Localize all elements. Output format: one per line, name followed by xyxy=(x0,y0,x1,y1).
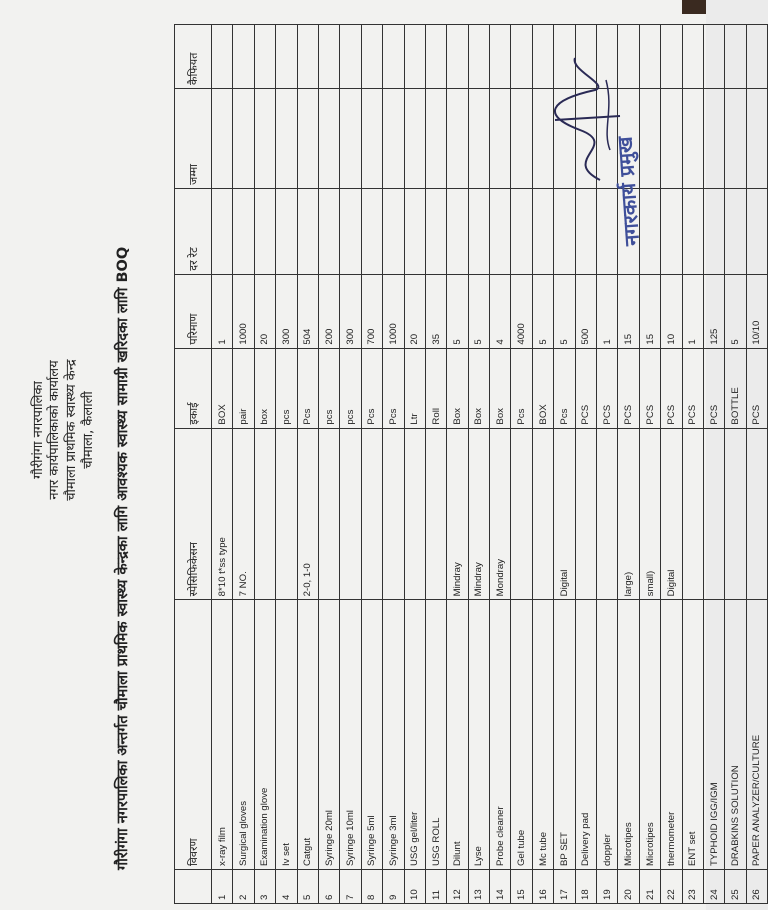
item-unit: Box xyxy=(468,348,489,428)
col-header-description: विवरण xyxy=(175,600,212,870)
item-quantity: 4000 xyxy=(511,274,532,348)
item-unit: BOTTLE xyxy=(725,348,746,428)
office-name: नगर कार्यपालिकाको कार्यालय xyxy=(47,360,62,500)
item-description: ENT set xyxy=(682,600,703,870)
item-unit: pcs xyxy=(340,348,361,428)
row-number: 1 xyxy=(212,870,233,904)
item-rate xyxy=(490,188,511,274)
item-total xyxy=(425,89,446,189)
item-specification: small) xyxy=(639,428,660,600)
item-quantity: 1000 xyxy=(233,274,254,348)
item-remarks xyxy=(447,25,468,89)
row-number: 18 xyxy=(575,870,596,904)
item-quantity: 5 xyxy=(554,274,575,348)
item-rate xyxy=(297,188,318,274)
row-number: 26 xyxy=(746,870,767,904)
row-number: 16 xyxy=(532,870,553,904)
table-row xyxy=(490,25,511,904)
row-number: 20 xyxy=(618,870,639,904)
item-unit: PCS xyxy=(682,348,703,428)
item-total xyxy=(490,89,511,189)
row-number: 9 xyxy=(383,870,404,904)
item-unit: PCS xyxy=(703,348,724,428)
item-specification xyxy=(254,428,275,600)
row-number: 25 xyxy=(725,870,746,904)
item-specification: large) xyxy=(618,428,639,600)
item-specification: Mindray xyxy=(468,428,489,600)
item-remarks xyxy=(639,25,660,89)
table-row xyxy=(468,25,489,904)
item-remarks xyxy=(425,25,446,89)
table-row xyxy=(703,25,724,904)
item-unit: Pcs xyxy=(361,348,382,428)
item-specification: Mondray xyxy=(490,428,511,600)
item-quantity: 10 xyxy=(661,274,682,348)
item-total xyxy=(383,89,404,189)
table-row xyxy=(340,25,361,904)
item-quantity: 1 xyxy=(597,274,618,348)
item-quantity: 300 xyxy=(276,274,297,348)
item-total xyxy=(725,89,746,189)
item-unit: Pcs xyxy=(511,348,532,428)
table-row xyxy=(254,25,275,904)
item-quantity: 504 xyxy=(297,274,318,348)
item-unit: Pcs xyxy=(554,348,575,428)
item-specification xyxy=(532,428,553,600)
item-remarks xyxy=(682,25,703,89)
item-remarks xyxy=(661,25,682,89)
item-rate xyxy=(746,188,767,274)
item-unit: Pcs xyxy=(383,348,404,428)
item-unit: PCS xyxy=(661,348,682,428)
item-specification xyxy=(511,428,532,600)
item-total xyxy=(318,89,339,189)
col-header-total: जम्मा xyxy=(175,89,212,189)
item-unit: Box xyxy=(490,348,511,428)
item-remarks xyxy=(212,25,233,89)
row-number: 4 xyxy=(276,870,297,904)
item-description: Iv set xyxy=(276,600,297,870)
location-name: चौमाला, कैलाली xyxy=(81,391,96,469)
item-quantity: 5 xyxy=(532,274,553,348)
item-description: Probe cleaner xyxy=(490,600,511,870)
item-total xyxy=(682,89,703,189)
item-description: USG ROLL xyxy=(425,600,446,870)
row-number: 23 xyxy=(682,870,703,904)
table-row xyxy=(383,25,404,904)
item-rate xyxy=(361,188,382,274)
item-description: BP SET xyxy=(554,600,575,870)
item-description: Microtipes xyxy=(618,600,639,870)
item-description: DRABKINS SOLUTION xyxy=(725,600,746,870)
item-total xyxy=(233,89,254,189)
item-specification: Digital xyxy=(661,428,682,600)
item-total xyxy=(361,89,382,189)
item-remarks xyxy=(383,25,404,89)
item-specification xyxy=(361,428,382,600)
item-remarks xyxy=(318,25,339,89)
item-total xyxy=(511,89,532,189)
rotated-sheet xyxy=(0,10,763,910)
item-quantity: 5 xyxy=(447,274,468,348)
item-rate xyxy=(383,188,404,274)
row-number: 17 xyxy=(554,870,575,904)
item-total xyxy=(276,89,297,189)
item-unit: BOX xyxy=(212,348,233,428)
item-remarks xyxy=(490,25,511,89)
item-rate xyxy=(425,188,446,274)
row-number: 7 xyxy=(340,870,361,904)
item-remarks xyxy=(703,25,724,89)
item-specification xyxy=(682,428,703,600)
item-total xyxy=(340,89,361,189)
row-number: 22 xyxy=(661,870,682,904)
table-row xyxy=(425,25,446,904)
item-rate xyxy=(340,188,361,274)
item-remarks xyxy=(404,25,425,89)
row-number: 15 xyxy=(511,870,532,904)
table-row xyxy=(404,25,425,904)
item-specification xyxy=(276,428,297,600)
row-number: 11 xyxy=(425,870,446,904)
item-description: Gel tube xyxy=(511,600,532,870)
item-description: x-ray film xyxy=(212,600,233,870)
item-rate xyxy=(661,188,682,274)
item-unit: Box xyxy=(447,348,468,428)
item-description: Catgut xyxy=(297,600,318,870)
table-header-row xyxy=(175,25,212,904)
row-number: 24 xyxy=(703,870,724,904)
table-row xyxy=(276,25,297,904)
col-header-unit: इकाई xyxy=(175,348,212,428)
item-rate xyxy=(703,188,724,274)
row-number: 19 xyxy=(597,870,618,904)
row-number: 21 xyxy=(639,870,660,904)
item-quantity: 4 xyxy=(490,274,511,348)
item-remarks xyxy=(276,25,297,89)
item-description: Delivery pad xyxy=(575,600,596,870)
item-total xyxy=(297,89,318,189)
item-unit: Ltr xyxy=(404,348,425,428)
item-remarks xyxy=(725,25,746,89)
item-unit: PCS xyxy=(746,348,767,428)
item-description: Microtipes xyxy=(639,600,660,870)
row-number: 3 xyxy=(254,870,275,904)
boq-table xyxy=(174,24,768,904)
item-total xyxy=(212,89,233,189)
item-quantity: 20 xyxy=(254,274,275,348)
item-specification xyxy=(746,428,767,600)
item-rate xyxy=(276,188,297,274)
row-number: 10 xyxy=(404,870,425,904)
item-total xyxy=(661,89,682,189)
municipality-name: गौरीगंगा नगरपालिका xyxy=(31,381,46,479)
table-row xyxy=(511,25,532,904)
item-rate xyxy=(212,188,233,274)
item-unit: pcs xyxy=(276,348,297,428)
item-rate xyxy=(468,188,489,274)
item-quantity: 1 xyxy=(682,274,703,348)
item-description: PAPER ANALYZER/CULTURE xyxy=(746,600,767,870)
item-total xyxy=(468,89,489,189)
table-row xyxy=(318,25,339,904)
table-row xyxy=(639,25,660,904)
official-stamp: नगरकार्य प्रमुख xyxy=(612,135,644,247)
item-description: Syringe 10ml xyxy=(340,600,361,870)
item-description: Syringe 3ml xyxy=(383,600,404,870)
item-description: Dilunt xyxy=(447,600,468,870)
col-header-sn xyxy=(175,870,212,904)
item-description: Syringe 20ml xyxy=(318,600,339,870)
table-row xyxy=(212,25,233,904)
item-unit: PCS xyxy=(575,348,596,428)
table-row xyxy=(725,25,746,904)
item-rate xyxy=(233,188,254,274)
item-specification: 8*10 t*ss type xyxy=(212,428,233,600)
item-unit: Roll xyxy=(425,348,446,428)
item-description: Mc tube xyxy=(532,600,553,870)
row-number: 13 xyxy=(468,870,489,904)
item-total xyxy=(746,89,767,189)
item-remarks xyxy=(468,25,489,89)
item-remarks xyxy=(511,25,532,89)
col-header-specification: स्पेसिफिकेसन xyxy=(175,428,212,600)
item-quantity: 5 xyxy=(468,274,489,348)
item-description: thermometer xyxy=(661,600,682,870)
item-description: Examination glove xyxy=(254,600,275,870)
item-rate xyxy=(554,188,575,274)
item-specification: 2-0, 1-0 xyxy=(297,428,318,600)
item-quantity: 500 xyxy=(575,274,596,348)
item-description: USG gel/liter xyxy=(404,600,425,870)
item-description: Lyse xyxy=(468,600,489,870)
item-quantity: 125 xyxy=(703,274,724,348)
item-total xyxy=(254,89,275,189)
item-quantity: 1 xyxy=(212,274,233,348)
item-specification: Digital xyxy=(554,428,575,600)
item-quantity: 15 xyxy=(639,274,660,348)
item-specification: 7 NO. xyxy=(233,428,254,600)
item-quantity: 700 xyxy=(361,274,382,348)
item-rate xyxy=(511,188,532,274)
row-number: 2 xyxy=(233,870,254,904)
item-unit: BOX xyxy=(532,348,553,428)
item-rate xyxy=(682,188,703,274)
item-specification xyxy=(725,428,746,600)
item-quantity: 200 xyxy=(318,274,339,348)
item-specification xyxy=(575,428,596,600)
item-remarks xyxy=(233,25,254,89)
row-number: 6 xyxy=(318,870,339,904)
item-unit: pcs xyxy=(318,348,339,428)
item-rate xyxy=(318,188,339,274)
item-unit: box xyxy=(254,348,275,428)
item-unit: PCS xyxy=(597,348,618,428)
item-rate xyxy=(254,188,275,274)
item-quantity: 1000 xyxy=(383,274,404,348)
item-specification xyxy=(703,428,724,600)
item-total xyxy=(447,89,468,189)
item-specification xyxy=(597,428,618,600)
item-specification xyxy=(404,428,425,600)
item-description: Syringe 5ml xyxy=(361,600,382,870)
document-title: गौरीगंगा नगरपालिका अन्तर्गत चौमाला प्राथमिक स्वास्थ्य केन्द्रका लागि आवश्यक स्वास्थ्य सामाग्री खरिदका लागि BOQ xyxy=(115,246,131,870)
item-quantity: 15 xyxy=(618,274,639,348)
table-row xyxy=(233,25,254,904)
item-unit: pair xyxy=(233,348,254,428)
item-quantity: 20 xyxy=(404,274,425,348)
table-row xyxy=(682,25,703,904)
item-remarks xyxy=(340,25,361,89)
item-total xyxy=(404,89,425,189)
table-row xyxy=(447,25,468,904)
item-rate xyxy=(404,188,425,274)
table-row xyxy=(361,25,382,904)
item-unit: PCS xyxy=(618,348,639,428)
item-rate xyxy=(575,188,596,274)
item-unit: Pcs xyxy=(297,348,318,428)
item-specification: Mindray xyxy=(447,428,468,600)
item-description: TYPHOID IGG/IGM xyxy=(703,600,724,870)
item-quantity: 5 xyxy=(725,274,746,348)
item-rate xyxy=(532,188,553,274)
item-specification xyxy=(383,428,404,600)
col-header-remarks: कैफियत xyxy=(175,25,212,89)
item-rate xyxy=(447,188,468,274)
item-unit: PCS xyxy=(639,348,660,428)
table-row xyxy=(297,25,318,904)
item-specification xyxy=(318,428,339,600)
row-number: 5 xyxy=(297,870,318,904)
row-number: 12 xyxy=(447,870,468,904)
item-total xyxy=(639,89,660,189)
item-rate xyxy=(725,188,746,274)
item-remarks xyxy=(361,25,382,89)
item-description: Surgical gloves xyxy=(233,600,254,870)
item-total xyxy=(703,89,724,189)
row-number: 14 xyxy=(490,870,511,904)
item-quantity: 10/10 xyxy=(746,274,767,348)
item-quantity: 300 xyxy=(340,274,361,348)
table-body xyxy=(212,25,768,904)
health-center-name: चौमाला प्राथमिक स्वास्थ्य केन्द्र xyxy=(64,359,79,501)
table-row xyxy=(746,25,767,904)
col-header-rate: दर रेट xyxy=(175,188,212,274)
item-specification xyxy=(340,428,361,600)
row-number: 8 xyxy=(361,870,382,904)
item-specification xyxy=(425,428,446,600)
item-remarks xyxy=(254,25,275,89)
item-remarks xyxy=(297,25,318,89)
item-quantity: 35 xyxy=(425,274,446,348)
table-row xyxy=(661,25,682,904)
col-header-quantity: परिमाण xyxy=(175,274,212,348)
item-remarks xyxy=(746,25,767,89)
item-description: doppler xyxy=(597,600,618,870)
